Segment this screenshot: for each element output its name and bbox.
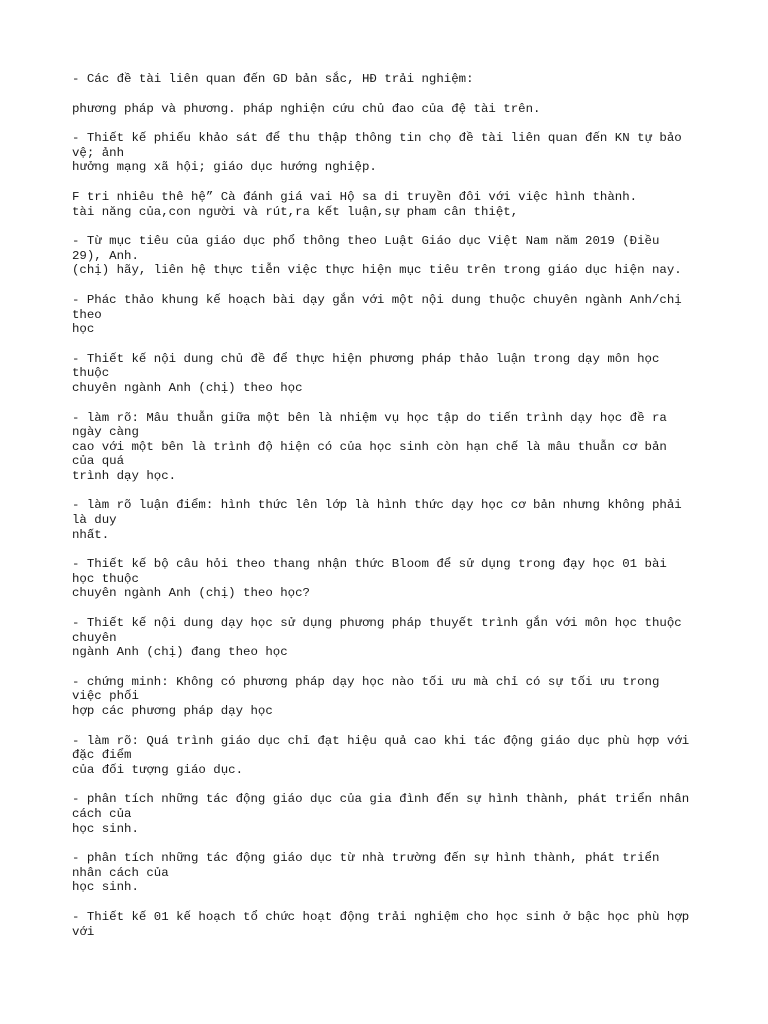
text-line: - chứng minh: Không có phương pháp dạy học nào tối ưu mà chỉ có sự tối ưu trong: [72, 674, 660, 689]
text-line: ngày càng: [72, 425, 139, 440]
text-line: 29), Anh.: [72, 248, 139, 263]
document-paragraph: [72, 293, 722, 337]
text-line: - Thiết kế phiếu khảo sát để thu thập thông tin chọ đề tài liên quan đến KN tự bảo: [72, 131, 682, 146]
text-line: - Thiết kế nội dung dạy học sử dụng phương pháp thuyết trình gắn với môn học thuộc: [72, 616, 682, 631]
document-paragraph: [72, 792, 722, 836]
document-paragraph: [72, 910, 722, 939]
text-line: là duy: [72, 513, 117, 528]
text-line: học sinh.: [72, 880, 139, 895]
text-line: thuộc: [72, 366, 110, 381]
text-line: - làm rõ: Quá trình giáo dục chỉ đạt hiệu quả cao khi tác động giáo dục phù hợp với: [72, 733, 690, 748]
document-paragraph: [72, 411, 722, 484]
text-line: của đối tượng giáo dục.: [72, 762, 244, 777]
text-line: với: [72, 924, 95, 939]
document-paragraph: [72, 72, 722, 87]
text-line: (chị) hãy, liên hệ thực tiễn việc thực hiện mục tiêu trên trong giáo dục hiện nay.: [72, 263, 682, 278]
document-paragraph: [72, 352, 722, 396]
text-line: chuyên ngành Anh (chị) theo học: [72, 380, 303, 395]
document-paragraph: [72, 234, 722, 278]
document-paragraph: [72, 557, 722, 601]
document-paragraph: [72, 498, 722, 542]
text-line: - Phác thảo khung kế hoạch bài dạy gắn với một nội dung thuộc chuyên ngành Anh/chị: [72, 292, 682, 307]
document-paragraph: [72, 616, 722, 660]
document-paragraph: [72, 190, 722, 219]
document-paragraph: [72, 102, 722, 117]
text-line: nhất.: [72, 527, 110, 542]
document-paragraph: [72, 675, 722, 719]
text-line: của quá: [72, 454, 125, 469]
text-line: học thuộc: [72, 571, 139, 586]
text-line: - Các đề tài liên quan đến GD bản sắc, HĐ trải nghiệm:: [72, 72, 474, 86]
text-line: - Thiết kế bộ câu hỏi theo thang nhận thức Bloom để sử dụng trong đạy học 01 bài: [72, 557, 667, 572]
text-line: cách của: [72, 806, 132, 821]
text-line: cao với một bên là trình độ hiện có của học sinh còn hạn chế là mâu thuẫn cơ bản: [72, 439, 667, 454]
text-line: - Thiết kế nội dung chủ đề để thực hiện phương pháp thảo luận trong dạy môn học: [72, 351, 660, 366]
text-line: phương pháp và phương. pháp nghiện cứu chủ đao của đệ tài trên.: [72, 101, 541, 116]
document-paragraph: [72, 131, 722, 175]
text-line: - làm rõ: Mâu thuẫn giữa một bên là nhiệm vụ học tập do tiến trình dạy học đề ra: [72, 410, 667, 425]
text-line: - phân tích những tác động giáo dục của gia đình đến sự hình thành, phát triển nhân: [72, 792, 690, 807]
text-line: trình dạy học.: [72, 468, 177, 483]
text-line: tài năng của,con người và rút,ra kết luận,sự pham cân thiệt,: [72, 204, 519, 219]
text-line: theo: [72, 307, 102, 322]
text-line: học: [72, 322, 95, 337]
text-line: hợp các phương pháp dạy học: [72, 704, 273, 718]
text-line: - làm rõ luận điểm: hình thức lên lớp là hình thức dạy học cơ bản nhưng không phải: [72, 498, 682, 513]
document-paragraph: [72, 851, 722, 895]
text-line: F tri nhiêu thê hệ” Cà đánh giá vai Hộ sa di truyền đôi với việc hình thành.: [72, 189, 638, 204]
text-line: đặc điểm: [72, 748, 132, 763]
text-line: nhân cách của: [72, 865, 169, 880]
text-line: - Thiết kế 01 kế hoạch tổ chức hoạt động trải nghiệm cho học sinh ở bậc học phù hợp: [72, 909, 690, 924]
document-paragraph: [72, 734, 722, 778]
text-line: chuyên ngành Anh (chị) theo học?: [72, 586, 310, 601]
document-body: [72, 72, 722, 954]
text-line: vệ; ảnh: [72, 145, 125, 160]
text-line: - Từ mục tiêu của giáo dục phổ thông theo Luật Giáo dục Việt Nam năm 2019 (Điều: [72, 234, 660, 249]
text-line: - phân tích những tác động giáo dục từ nhà trường đến sự hình thành, phát triển: [72, 851, 660, 866]
text-line: hưởng mạng xã hội; giáo dục hướng nghiệp.: [72, 160, 377, 175]
text-line: chuyên: [72, 630, 117, 645]
text-line: học sinh.: [72, 821, 139, 836]
text-line: ngành Anh (chị) đang theo học: [72, 645, 288, 660]
text-line: việc phối: [72, 689, 139, 704]
